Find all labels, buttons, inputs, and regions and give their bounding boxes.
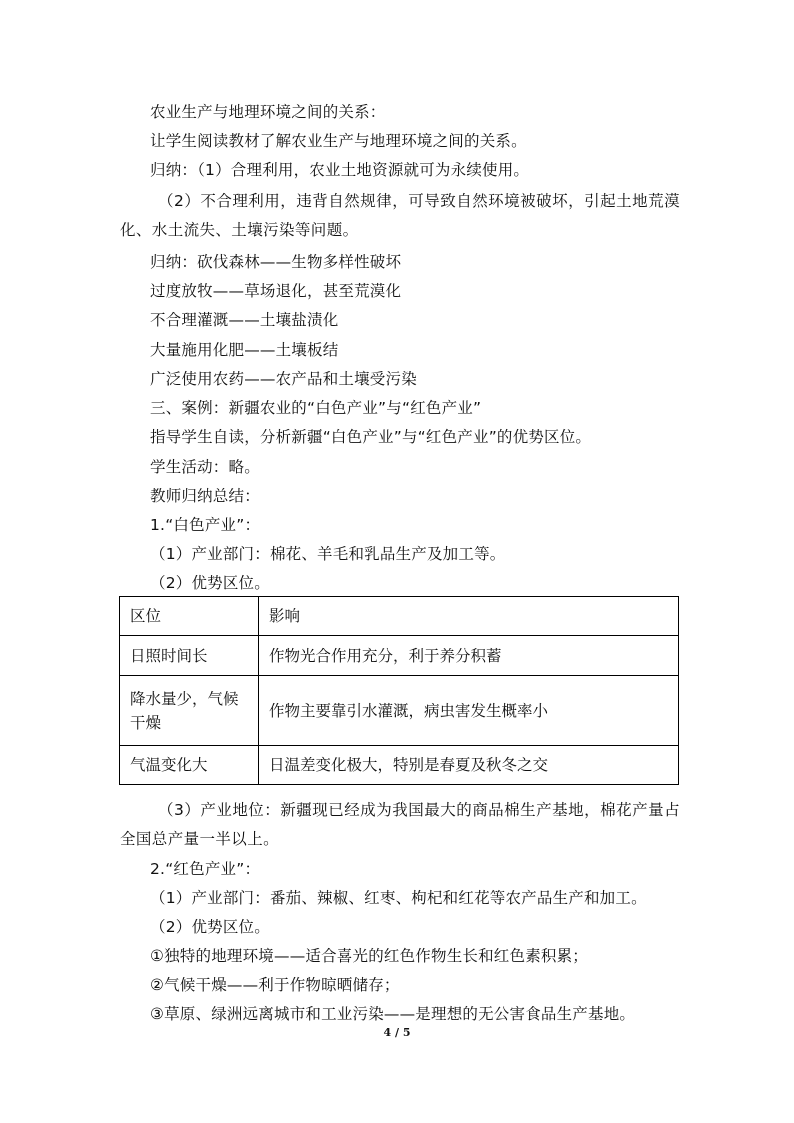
text-line: （2）优势区位。 [150,918,270,936]
text-line: ①独特的地理环境——适合喜光的红色作物生长和红色素积累； [150,947,588,965]
text-paragraph: （2）不合理利用，违背自然规律，可导致自然环境被破坏，引起土地荒漠化、水土流失、土壤污染等问题。 [120,192,680,239]
text-line: ②气候干燥——利于作物晾晒储存； [150,976,400,994]
table-header-cell: 区位 [120,597,259,636]
text-line: （2）优势区位。 [150,574,270,592]
table-cell: 日温差变化极大，特别是春夏及秋冬之交 [259,746,679,785]
text-line: 归纳：（1）合理利用，农业土地资源就可为永续使用。 [150,161,530,179]
table-header-cell: 影响 [259,597,679,636]
table-row [120,746,679,785]
table-header-row [120,597,679,636]
text-line: 大量施用化肥——土壤板结 [150,341,339,359]
subsection-heading: 2.“红色产业”： [150,860,261,878]
table-cell: 作物光合作用充分，利于养分积蓄 [259,636,679,676]
text-line: 过度放牧——草场退化，甚至荒漠化 [150,282,402,300]
text-line: 不合理灌溉——土壤盐渍化 [150,311,339,329]
text-line: ③草原、绿洲远离城市和工业污染——是理想的无公害食品生产基地。 [150,1005,636,1023]
text-line: （1）产业部门：番茄、辣椒、红枣、枸杞和红花等农产品生产和加工。 [150,889,647,907]
table-cell: 日照时间长 [120,636,259,676]
text-line: 教师归纳总结： [150,487,260,505]
text-line: 指导学生自读，分析新疆“白色产业”与“红色产业”的优势区位。 [150,428,592,446]
text-line: 学生活动：略。 [150,458,260,476]
section-heading: 三、案例：新疆农业的“白色产业”与“红色产业” [150,399,482,417]
table-row [120,676,679,746]
table-cell: 降水量少，气候干燥 [120,676,259,746]
table-cell: 作物主要靠引水灌溉，病虫害发生概率小 [259,676,679,746]
page-number: 4 / 5 [383,1026,411,1039]
subsection-heading: 1.“白色产业”： [150,516,261,534]
text-line: 农业生产与地理环境之间的关系： [150,103,386,121]
location-advantage-table [119,596,679,785]
table-row [120,636,679,676]
text-line: （1）产业部门：棉花、羊毛和乳品生产及加工等。 [150,545,506,563]
text-line: 归纳：砍伐森林——生物多样性破坏 [150,253,402,271]
text-paragraph: （3）产业地位：新疆现已经成为我国最大的商品棉生产基地，棉花产量占全国总产量一半以上。 [120,801,680,848]
table-cell: 气温变化大 [120,746,259,785]
text-line: 广泛使用农药——农产品和土壤受污染 [150,370,417,388]
text-line: 让学生阅读教材了解农业生产与地理环境之间的关系。 [150,132,527,150]
